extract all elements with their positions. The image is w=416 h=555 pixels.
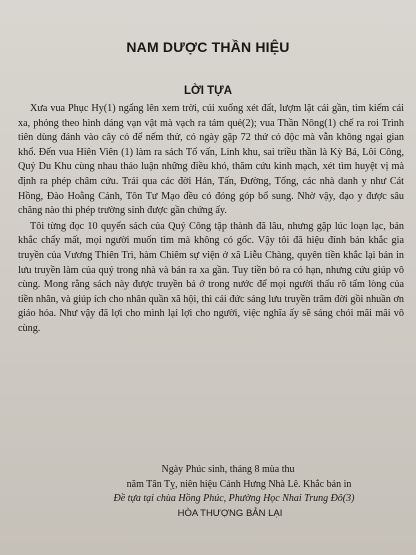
paragraph-1: Xưa vua Phục Hy(1) ngẩng lên xem trời, cúi xuống xét đất, lượm lặt cái gần, tìm kiếm cái xa, phỏng theo hình dáng vạn vật mà vạch ra tám quẻ(2); vua Thần Nông(1) chế ra roi Trình tiên dùng đánh vào cây cỏ để nếm thử, có ngày gặp 72 thứ cỏ độc mà vẫn không ngại gian khổ. Đến vua Hiên Viên (1) làm ra sách Tố vấn, Linh khu, sai triều thần là Kỳ Bá, Lôi Công, Quỷ Du Khu cùng nhau thảo luận những điều khó, thăm cứu kinh mạch, xét tìm huyệt vị mà định ra phép châm cứu. Trải qua các đời Hán, Tấn, Đường, Tống, các nhà danh y như Cát Hồng, Đào Hoằng Cảnh, Tôn Tư Mạo đều có đóng góp bổ sung. Nhờ vậy, đạo y được sâu chăng nào thì phép trường sinh được gần chứng ấy. [18, 103, 404, 217]
signature-block [0, 463, 416, 521]
signature-author: HÒA THƯỢNG BẢN LẠI [177, 507, 283, 519]
signature-place: Đề tựa tại chùa Hồng Phúc, Phường Học Nhai Trung Đô(3) [113, 493, 355, 505]
signature-date: Ngày Phúc sinh, tháng 8 mùa thu [161, 464, 295, 475]
signature-year: năm Tân Tỵ, niên hiệu Cảnh Hưng Nhà Lê. Khắc bản in [126, 478, 352, 490]
preface-body [18, 102, 404, 337]
paragraph-2: Tôi từng đọc 10 quyển sách của Quý Công tập thành đã lâu, nhưng gặp lúc loạn lạc, bản khắc chẩy mất, mọi người muốn tìm mà không có gốc. Vậy tôi đã hiệu đính bản khắc gia truyền của Vương Thiên Trì, hàm Chiêm sự viện ở xã Liễu Chàng, quyên tiền khắc lại bản in lưu truyền làm của quý trong nhà và bán ra xa gần. Tuy tiền bỏ ra có hạn, nhưng cứu giúp vô cùng. Mong rằng sách này được truyền bá ở trong nước để mọi người thấu rõ tấm lòng của tiền nhân, và giúp ích cho nhân quần xã hội, thì cái đức sáng lưu truyền trăm đời gồi nhuần ơn giáo hóa. Như vậy đã lợi cho mình lại lợi cho người, việc nghĩa ấy sẽ sáng chói mãi mãi vô cùng. [18, 220, 404, 334]
section-title: LỜI TỰA [183, 85, 233, 97]
book-title: NAM DƯỢC THẦN HIỆU [126, 39, 290, 55]
